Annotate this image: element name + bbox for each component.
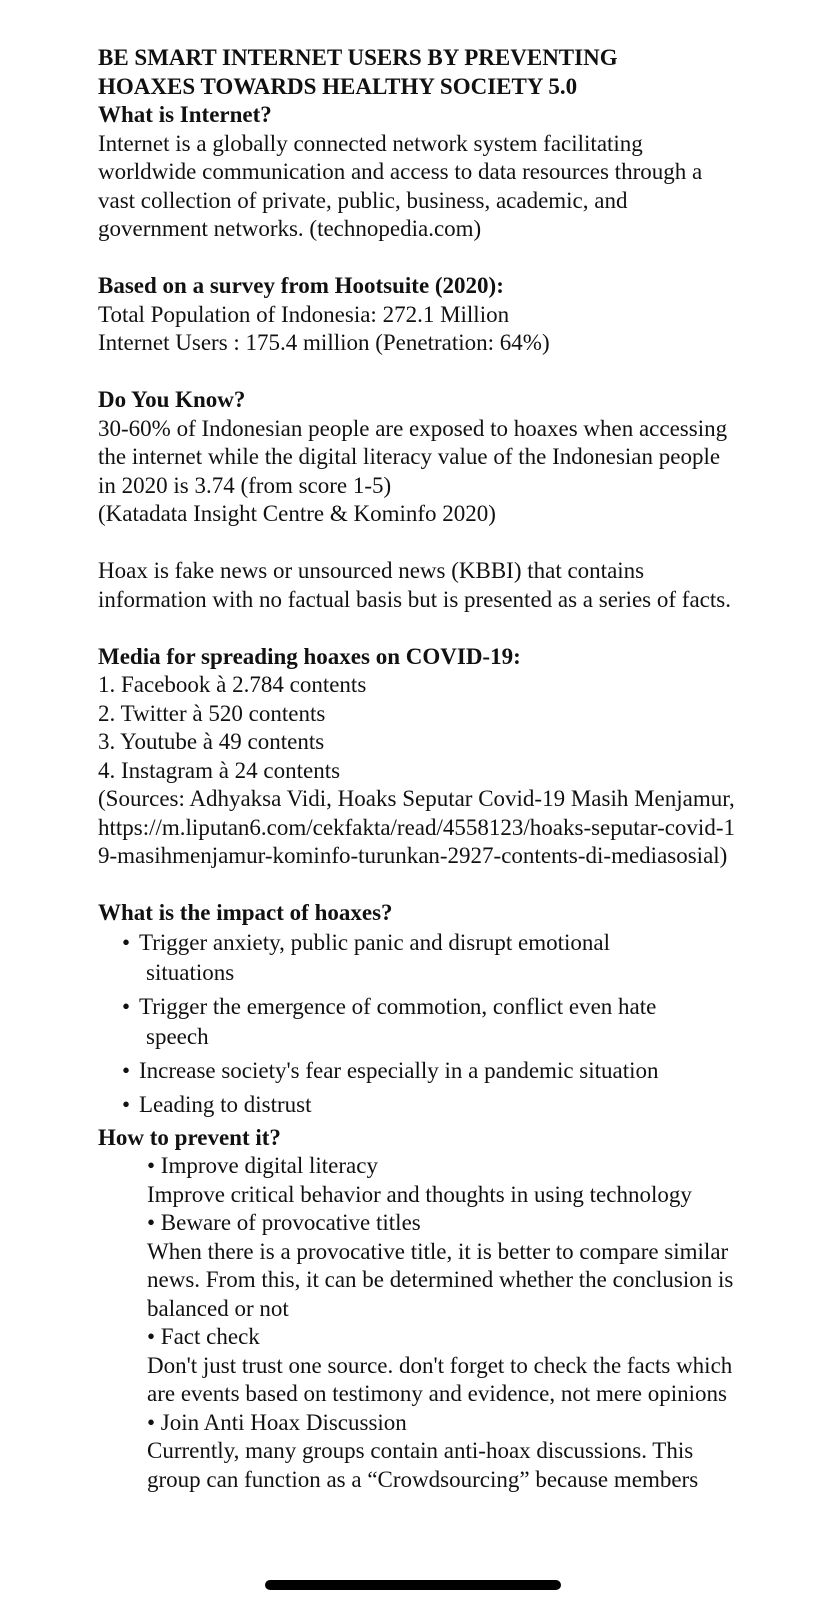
bullet-icon: • <box>122 993 131 1019</box>
media-item: 4. Instagram à 24 contents <box>98 757 341 783</box>
prevent-item-title: • Join Anti Hoax Discussion <box>147 1409 407 1435</box>
do-you-know-body: 30-60% of Indonesian people are exposed to hoaxes when accessing the internet while the digital literacy value of the Indonesian people in 2020 is 3.74 (from score 1-5) <box>98 415 728 498</box>
prevent-item-desc: When there is a provocative title, it is better to compare similar news. From this, it can be determined whether the conclusion is balanced or not <box>147 1238 734 1321</box>
media-item: 2. Twitter à 520 contents <box>98 700 326 726</box>
bullet-icon: • <box>122 929 131 955</box>
impact-item: • Increase society's fear especially in a pandemic situation <box>122 1056 738 1086</box>
document-title <box>98 44 738 101</box>
impact-list <box>98 928 738 1120</box>
do-you-know-source: (Katadata Insight Centre & Kominfo 2020) <box>98 501 496 526</box>
internet-definition: Internet is a globally connected network system facilitating worldwide communication and access to data resources through a vast collection of private, public, business, academic, and government networks. (technopedia.com) <box>98 130 703 241</box>
survey-internet-users: Internet Users : 175.4 million (Penetration: 64%) <box>98 330 550 355</box>
media-source: (Sources: Adhyaksa Vidi, Hoaks Seputar Covid-19 Masih Menjamur, <box>98 786 735 811</box>
heading-media: Media for spreading hoaxes on COVID-19: <box>98 643 521 669</box>
prevent-item-title: • Improve digital literacy <box>147 1153 378 1178</box>
heading-survey: Based on a survey from Hootsuite (2020): <box>98 273 504 298</box>
bullet-icon: • <box>122 1057 131 1083</box>
media-item: 3. Youtube à 49 contents <box>98 729 325 754</box>
prevent-item-desc: Don't just trust one source. don't forget to check the facts which are events based on testimony and evidence, not mere opinions <box>147 1352 733 1406</box>
impact-item: • Trigger the emergence of commotion, conflict even hate speech <box>122 993 657 1049</box>
title-line-2: HOAXES TOWARDS HEALTHY SOCIETY 5.0 <box>98 73 578 99</box>
media-item: 1. Facebook à 2.784 contents <box>98 672 367 697</box>
impact-item: • Leading to distrust <box>122 1090 738 1120</box>
prevent-item-desc: Currently, many groups contain anti-hoax discussions. This group can function as a “Crowdsourcing” because members <box>147 1438 699 1492</box>
hoax-definition: Hoax is fake news or unsourced news (KBBI) that contains information with no factual basis but is presented as a series of facts. <box>98 558 731 612</box>
impact-item: • Trigger anxiety, public panic and disrupt emotional situations <box>122 929 610 985</box>
title-line-1: BE SMART INTERNET USERS BY PREVENTING <box>98 45 618 70</box>
prevent-item-desc: Improve critical behavior and thoughts in using technology <box>147 1181 692 1207</box>
bullet-icon: • <box>122 1091 131 1117</box>
media-source-url: https://m.liputan6.com/cekfakta/read/4558123/hoaks-seputar-covid-19-masihmenjamur-kominfo-turunkan-2927-contents-di-mediasosial) <box>98 814 735 868</box>
heading-what-is-internet: What is Internet? <box>98 102 272 127</box>
document <box>98 44 738 1494</box>
prevent-item-title: • Fact check <box>147 1324 260 1349</box>
home-indicator[interactable] <box>265 1580 561 1590</box>
prevent-item-title: • Beware of provocative titles <box>147 1210 421 1235</box>
heading-impact: What is the impact of hoaxes? <box>98 900 393 925</box>
heading-do-you-know: Do You Know? <box>98 387 246 412</box>
survey-population: Total Population of Indonesia: 272.1 Million <box>98 301 510 327</box>
heading-prevent: How to prevent it? <box>98 1124 281 1150</box>
prevent-list <box>98 1152 747 1494</box>
